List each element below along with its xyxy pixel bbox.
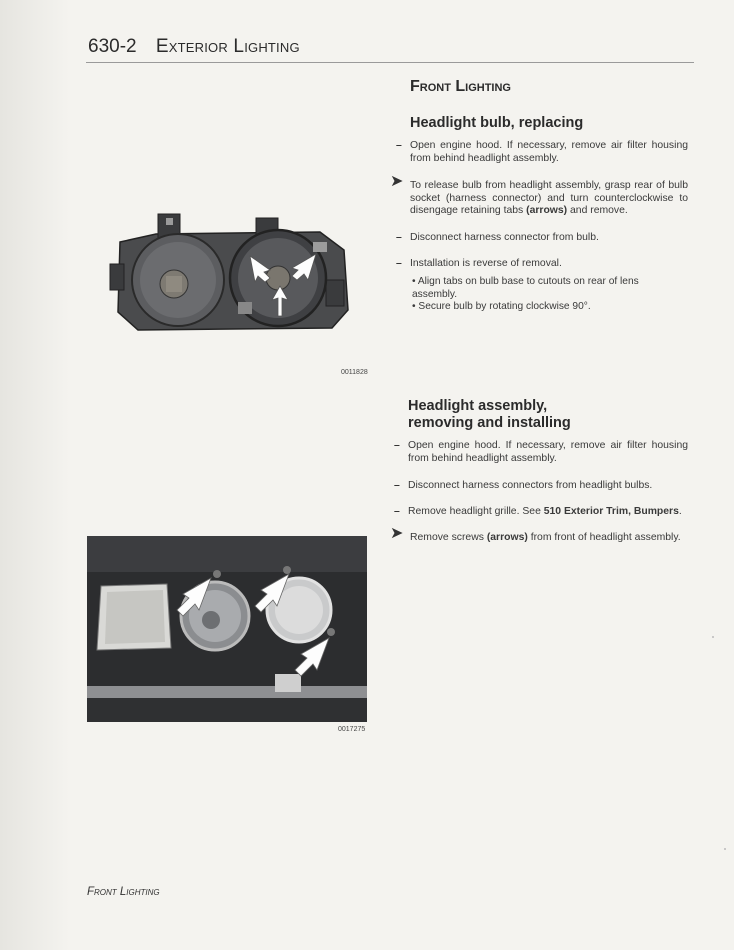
step-dash: – — [394, 440, 400, 451]
step-dash: – — [396, 232, 402, 243]
step-dash: – — [394, 480, 400, 491]
footer-text: Front Lighting — [87, 886, 160, 898]
step-dash: – — [396, 258, 402, 269]
step-dash: – — [396, 140, 402, 151]
headlight-rear-photo — [108, 206, 358, 336]
page-margin-shadow — [0, 0, 70, 950]
bulb-step-3-text: Disconnect harness connector from bulb. — [410, 232, 599, 243]
headlight-rear-illustration — [108, 206, 358, 336]
step-dash: – — [394, 506, 400, 517]
headlight-bulb-heading: Headlight bulb, replacing — [410, 115, 584, 131]
bulb-step-1 — [396, 140, 688, 165]
assembly-step-4 — [390, 525, 700, 545]
scan-speck — [712, 636, 714, 638]
bulb-step-1-text: Open engine hood. If necessary, remove air filter housing from behind headlight assembly. — [410, 140, 688, 164]
assembly-step-2-text: Disconnect harness connectors from headlight bulbs. — [408, 480, 653, 491]
headlight-assembly-heading-line1: Headlight assembly, — [408, 398, 548, 414]
headlight-front-illustration — [87, 536, 367, 722]
bulb-step-4-text: Installation is reverse of removal. — [410, 258, 562, 269]
scan-speck — [724, 848, 726, 850]
page-header — [88, 36, 300, 58]
page-footer — [87, 886, 160, 898]
bulb-bullet-1: • Align tabs on bulb base to cutouts on rear of lens assembly. — [412, 276, 639, 300]
section-title: Front Lighting — [410, 78, 511, 95]
assembly-step-3 — [394, 506, 698, 519]
assembly-step-3-text: Remove headlight grille. See — [408, 506, 541, 517]
left-arrowhead-icon: ➤ — [390, 525, 404, 542]
headlight-front-photo — [87, 536, 367, 722]
bulb-step-2-text: To release bulb from headlight assembly, grasp rear of bulb socket (harness connector) and turn counterclockwise to disengage retaining tabs — [410, 180, 688, 216]
headlight-assembly-heading — [408, 398, 688, 432]
figure-code-2: 0017275 — [338, 726, 366, 733]
assembly-step-4-bold: (arrows) — [486, 532, 528, 543]
assembly-step-4-text: Remove screws — [410, 532, 484, 543]
bulb-step-2-tail: and remove. — [567, 205, 628, 216]
assembly-step-2 — [394, 480, 688, 493]
assembly-step-4-tail: from front of headlight assembly. — [527, 532, 681, 543]
assembly-step-3-bold: 510 Exterior Trim, Bumpers — [543, 506, 679, 517]
assembly-step-1-text: Open engine hood. If necessary, remove air filter housing from behind headlight assembly. — [408, 440, 688, 464]
bulb-step-2 — [390, 173, 688, 218]
chapter-title: Exterior Lighting — [155, 36, 300, 57]
bulb-step-3 — [396, 232, 688, 245]
bulb-step-4 — [396, 258, 688, 271]
bulb-step-2-bold: (arrows) — [526, 205, 568, 216]
header-rule — [86, 62, 694, 63]
figure-code-1: 0011828 — [341, 369, 368, 376]
chapter-number: 630-2 — [88, 36, 137, 57]
assembly-step-3-tail: . — [678, 506, 682, 517]
headlight-assembly-heading-line2: removing and installing — [408, 415, 571, 431]
left-arrowhead-icon: ➤ — [390, 173, 404, 190]
bulb-bullet-1-text: Align tabs on bulb base to cutouts on rear of lens assembly. — [412, 276, 639, 300]
bulb-bullet-2: • Secure bulb by rotating clockwise 90°. — [412, 301, 591, 312]
bulb-bullet-2-text: Secure bulb by rotating clockwise 90°. — [418, 301, 591, 312]
assembly-step-1 — [394, 440, 688, 465]
